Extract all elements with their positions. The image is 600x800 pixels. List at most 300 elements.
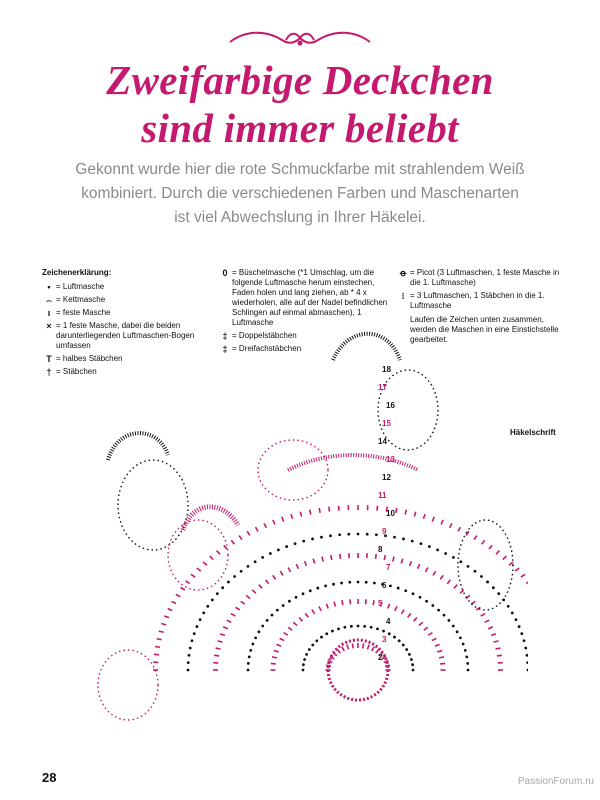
chain-dot (193, 632, 196, 635)
round-number: 16 (386, 401, 395, 410)
chain-dot (373, 582, 376, 585)
chain-dot (206, 605, 209, 608)
chain-dot (382, 630, 385, 633)
stitch-mark (384, 555, 385, 560)
legend-text: = Büschelmasche (*1 Umschlag, um die folgende Luftmasche herum einstechen, Faden holen und lang ziehen, ab * 4 x wiederholen, alle auf der Nadel befindlichen Schlingen auf einmal abmaschen), 1 Luftmasche (232, 268, 388, 327)
legend-note: Laufen die Zeichen unten zusammen, werden die Maschen in eine Einstichstelle gearbeitet. (410, 315, 559, 344)
page-title (0, 56, 600, 152)
stitch-mark (481, 614, 485, 616)
stitch-mark (319, 606, 321, 610)
chain-dot (199, 618, 202, 621)
stitch-mark (494, 641, 499, 642)
chain-dot (357, 581, 360, 584)
chain-dot (211, 598, 214, 601)
stitch-mark (347, 645, 349, 650)
stitch-mark (393, 557, 394, 562)
chain-dot (526, 661, 528, 664)
chain-dot (397, 587, 400, 590)
petal-loop (378, 370, 438, 450)
stitch-mark (155, 647, 160, 648)
stitch-mark (272, 657, 277, 658)
legend-symbol: ꝋ (399, 268, 407, 278)
round-number: 12 (382, 473, 391, 482)
stitch-mark (428, 633, 432, 636)
stitch-mark (276, 644, 281, 646)
chain-dot (523, 639, 526, 642)
round-number: 15 (382, 419, 391, 428)
chain-dot (492, 586, 495, 589)
legend-symbol: ⌢ (46, 295, 52, 305)
round-number: 14 (378, 437, 387, 446)
chain-dot (188, 654, 191, 657)
legend-symbol: ı (47, 308, 51, 318)
stitch-mark (418, 564, 420, 569)
chain-dot (227, 581, 230, 584)
chain-dot (269, 552, 272, 555)
legend-text: = Dreifachstäbchen (232, 344, 302, 353)
stitch-mark (491, 634, 496, 636)
chain-dot (412, 669, 415, 672)
chain-dot (303, 658, 306, 661)
chain-dot (261, 556, 264, 559)
chain-dot (419, 596, 422, 599)
stitch-mark (288, 567, 290, 571)
chain-dot (402, 538, 405, 541)
chain-dot (524, 647, 527, 650)
stitch-mark (435, 644, 440, 646)
round-number: 6 (382, 581, 387, 590)
legend-item (42, 295, 222, 305)
chain-dot (402, 644, 405, 647)
stitch-mark (220, 634, 225, 636)
chain-dot (302, 540, 305, 543)
stitch-mark (280, 638, 284, 640)
stitch-mark (337, 649, 340, 653)
stitch-mark (252, 590, 256, 593)
stitch-mark (300, 512, 301, 517)
petal-loop (168, 520, 228, 590)
stitch-mark (363, 643, 364, 648)
stitch-mark (264, 523, 266, 527)
stitch-mark (284, 633, 288, 636)
stitch-mark (236, 607, 240, 610)
left-pink-scallop (183, 507, 238, 530)
stitch-mark (273, 520, 275, 525)
chain-dot (249, 649, 252, 652)
chain-dot (412, 592, 415, 595)
stitch-mark (180, 588, 184, 591)
stitch-mark (305, 561, 307, 566)
stitch-mark (352, 643, 353, 648)
stitch-mark (388, 604, 390, 609)
stitch-mark (241, 601, 245, 604)
round-number: 9 (382, 527, 387, 536)
chain-dot (221, 586, 224, 589)
chain-dot (311, 644, 314, 647)
chain-dot (315, 639, 318, 642)
chain-dot (466, 662, 469, 665)
chain-dot (329, 534, 332, 537)
stitch-mark (419, 622, 423, 625)
stitch-mark (441, 520, 443, 525)
round-number: 11 (378, 491, 387, 500)
chain-dot (254, 560, 257, 563)
chain-dot (452, 625, 455, 628)
stitch-mark (218, 641, 223, 642)
chain-dot (462, 643, 465, 646)
chain-dot (332, 583, 335, 586)
stitch-mark (503, 556, 507, 559)
chain-dot (447, 619, 450, 622)
stitch-mark (296, 564, 298, 569)
chain-dot (389, 585, 392, 588)
stitch-mark (440, 575, 443, 579)
stitch-mark (310, 510, 311, 515)
chain-dot (257, 630, 260, 633)
chain-dot (398, 639, 401, 642)
chain-dot (325, 632, 328, 635)
chain-dot (365, 581, 368, 584)
stitch-mark (157, 639, 162, 640)
chain-dot (444, 552, 447, 555)
legend-symbol: ‡ (222, 344, 228, 354)
chain-dot (202, 611, 205, 614)
stitch-mark (423, 514, 425, 519)
chain-dot (247, 662, 250, 665)
chain-dot (425, 600, 428, 603)
intro-line-1: Gekonnt wurde hier die rote Schmuckfarbe mit strahlendem Weiß (75, 161, 525, 178)
chain-dot (456, 630, 459, 633)
chain-dot (428, 545, 431, 548)
stitch-mark (256, 527, 259, 531)
chain-dot (357, 625, 360, 628)
stitch-mark (326, 604, 328, 609)
chain-dot (320, 636, 323, 639)
stitch-mark (439, 657, 444, 658)
legend-text: = 1 feste Masche, dabei die beiden darunterliegenden Luftmaschen-Bogen umfassen (56, 321, 195, 350)
stitch-mark (432, 638, 436, 640)
legend-text: = 3 Luftmaschen, 1 Stäbchen in die 1. Luftmasche (410, 291, 545, 310)
stitch-mark (191, 574, 195, 577)
stitch-mark (405, 510, 406, 515)
chain-dot (254, 636, 257, 639)
legend-text: = halbes Stäbchen (56, 354, 123, 363)
chain-dot (375, 533, 378, 536)
stitch-mark (437, 651, 442, 652)
stitch-mark (266, 580, 269, 584)
stitch-mark (274, 651, 279, 652)
chain-dot (497, 592, 500, 595)
chain-dot (240, 570, 243, 573)
stitch-mark (186, 581, 190, 584)
stitch-mark (288, 627, 292, 630)
upper-pink-arc (288, 455, 418, 470)
petal-loop (98, 650, 158, 720)
chain-dot (189, 647, 192, 650)
left-scallop (108, 433, 168, 460)
stitch-mark (223, 627, 228, 629)
chain-dot (308, 648, 311, 651)
round-number: 2 (378, 653, 383, 662)
chain-dot (331, 630, 334, 633)
stitch-mark (329, 507, 330, 512)
stitch-mark (247, 531, 250, 535)
stitch-mark (401, 559, 403, 564)
round-number: 13 (386, 455, 395, 464)
crochet-chart-label: Häkelschrift (510, 428, 556, 437)
chain-dot (411, 663, 414, 666)
stitch-mark (326, 665, 331, 666)
chain-dot (437, 609, 440, 612)
stitch-mark (305, 613, 308, 617)
chain-dot (247, 565, 250, 568)
stitch-mark (168, 609, 173, 611)
round-number: 7 (386, 563, 391, 572)
petal-loop (458, 520, 513, 610)
chain-dot (393, 536, 396, 539)
legend-symbol: T (46, 354, 52, 364)
stitch-mark (319, 508, 320, 513)
watermark: PassionForum.ru (517, 776, 594, 787)
chain-dot (343, 626, 346, 629)
chain-dot (266, 619, 269, 622)
chain-dot (467, 669, 470, 672)
stitch-mark (299, 618, 302, 622)
chain-dot (294, 542, 297, 545)
chain-dot (436, 548, 439, 551)
stitch-mark (496, 551, 499, 555)
title-ornament (226, 28, 374, 50)
legend-symbol: ⁝ (401, 291, 405, 301)
legend-symbol: 0 (222, 268, 228, 278)
stitch-mark (246, 595, 250, 598)
legend-symbol: × (46, 321, 52, 331)
chain-dot (285, 545, 288, 548)
round-number: 10 (386, 509, 395, 518)
chain-dot (393, 636, 396, 639)
chain-dot (410, 658, 413, 661)
stitch-mark (231, 540, 234, 544)
stitch-mark (231, 614, 235, 616)
chain-dot (233, 575, 236, 578)
stitch-mark (401, 610, 404, 614)
chain-dot (282, 604, 285, 607)
stitch-mark (458, 527, 461, 531)
stitch-mark (396, 508, 397, 513)
stitch-mark (515, 568, 519, 571)
round-number: 8 (378, 545, 383, 554)
chain-dot (520, 632, 523, 635)
stitch-mark (214, 655, 219, 656)
stitch-mark (414, 512, 415, 517)
legend-symbol: † (46, 367, 52, 377)
chain-dot (515, 618, 518, 621)
stitch-mark (280, 571, 283, 575)
stitch-mark (239, 536, 242, 540)
stitch-mark (408, 613, 411, 617)
intro-line-2: kombiniert. Durch die verschiedenen Farben und Maschenarten (81, 185, 519, 202)
stitch-mark (450, 523, 452, 527)
chain-dot (276, 609, 279, 612)
chain-dot (302, 592, 305, 595)
chain-dot (277, 548, 280, 551)
stitch-mark (372, 647, 375, 651)
intro-line-3: ist viel Abwechslung in Ihrer Häkelei. (174, 209, 426, 226)
stitch-mark (395, 606, 397, 610)
stitch-mark (164, 616, 169, 618)
chain-dot (288, 600, 291, 603)
center-ring (328, 640, 388, 700)
chain-dot (248, 655, 251, 658)
stitch-mark (159, 631, 164, 632)
stitch-mark (293, 622, 297, 625)
chain-dot (295, 596, 298, 599)
chain-dot (195, 625, 198, 628)
round-number: 3 (382, 635, 387, 644)
stitch-mark (291, 514, 293, 519)
stitch-mark (313, 559, 315, 564)
chain-dot (388, 632, 391, 635)
round-number: 17 (378, 383, 387, 392)
legend-text: = Luftmasche (56, 282, 105, 291)
stitch-mark (217, 551, 220, 555)
chain-dot (507, 605, 510, 608)
stitch-mark (197, 568, 201, 571)
chain-dot (324, 585, 327, 588)
chain-dot (452, 556, 455, 559)
chain-dot (404, 589, 407, 592)
chain-dot (302, 669, 305, 672)
stitch-mark (385, 665, 390, 666)
chain-dot (261, 625, 264, 628)
legend-symbol: ‡ (222, 331, 228, 341)
legend-text: = Kettmasche (56, 295, 106, 304)
chain-dot (467, 565, 470, 568)
chain-dot (465, 655, 468, 658)
stitch-mark (376, 554, 377, 559)
legend-text: = Picot (3 Luftmaschen, 1 feste Masche in die 1. Luftmasche) (410, 268, 560, 287)
chain-dot (340, 582, 343, 585)
stitch-mark (474, 536, 477, 540)
chain-dot (376, 627, 379, 630)
chain-dot (187, 661, 190, 664)
chain-dot (459, 560, 462, 563)
chain-dot (338, 533, 341, 536)
chain-dot (431, 604, 434, 607)
chain-dot (420, 542, 423, 545)
legend-text: = Doppelstäbchen (232, 331, 297, 340)
chain-dot (216, 592, 219, 595)
stitch-mark (454, 585, 457, 589)
chain-dot (302, 663, 305, 666)
chain-dot (251, 643, 254, 646)
stitch-mark (340, 554, 341, 559)
legend-item (396, 268, 566, 288)
round-number: 18 (382, 365, 391, 374)
chain-dot (518, 625, 521, 628)
chain-dot (247, 669, 250, 672)
chain-dot (370, 626, 373, 629)
stitch-mark (210, 556, 214, 559)
chain-dot (526, 654, 528, 657)
chain-dot (405, 648, 408, 651)
petal-loop (258, 440, 328, 500)
stitch-mark (273, 575, 276, 579)
chain-dot (348, 581, 351, 584)
chain-dot (459, 636, 462, 639)
stitch-mark (227, 620, 232, 622)
stitch-mark (425, 567, 427, 571)
legend-item (218, 268, 388, 328)
stitch-mark (424, 627, 428, 630)
stitch-mark (482, 540, 485, 544)
chain-dot (347, 533, 350, 536)
stitch-mark (489, 545, 492, 549)
legend-text: = Stäbchen (56, 367, 97, 376)
chain-dot (411, 540, 414, 543)
top-scallop (333, 334, 400, 360)
stitch-mark (447, 580, 450, 584)
stitch-mark (172, 601, 177, 603)
chain-dot (191, 639, 194, 642)
stitch-mark (488, 627, 493, 629)
stitch-mark (216, 648, 221, 649)
round-number: 5 (378, 599, 383, 608)
legend-text: = feste Masche (56, 308, 111, 317)
stitch-mark (460, 590, 464, 593)
stitch-mark (496, 648, 501, 649)
chain-dot (527, 669, 528, 672)
title-line-2: sind immer beliebt (141, 105, 459, 151)
stitch-mark (367, 645, 369, 650)
petal-loop (118, 460, 188, 550)
chain-dot (363, 625, 366, 628)
chain-dot (311, 538, 314, 541)
stitch-mark (322, 557, 323, 562)
stitch-mark (342, 600, 343, 605)
stitch-mark (161, 624, 166, 625)
stitch-mark (282, 517, 284, 522)
chain-dot (305, 653, 308, 656)
legend-heading: Zeichenerklärung: (42, 268, 112, 277)
stitch-mark (410, 561, 412, 566)
chain-dot (480, 575, 483, 578)
stitch-mark (414, 618, 417, 622)
stitch-mark (331, 555, 332, 560)
legend-symbol: • (47, 282, 51, 292)
stitch-mark (342, 647, 345, 651)
stitch-mark (433, 571, 436, 575)
stitch-mark (259, 585, 262, 589)
title-line-1: Zweifarbige Deckchen (106, 57, 494, 103)
chain-dot (350, 625, 353, 628)
round-number: 4 (386, 617, 391, 626)
legend-item (42, 308, 222, 318)
chain-dot (474, 570, 477, 573)
stitch-mark (203, 562, 207, 565)
chain-dot (511, 611, 514, 614)
chain-dot (337, 627, 340, 630)
intro-text (40, 158, 560, 230)
stitch-mark (432, 517, 434, 522)
chain-dot (320, 536, 323, 539)
chain-dot (464, 649, 467, 652)
chain-dot (443, 614, 446, 617)
chain-dot (366, 533, 369, 536)
chain-dot (408, 653, 411, 656)
chain-dot (316, 587, 319, 590)
legend-item (396, 291, 566, 311)
